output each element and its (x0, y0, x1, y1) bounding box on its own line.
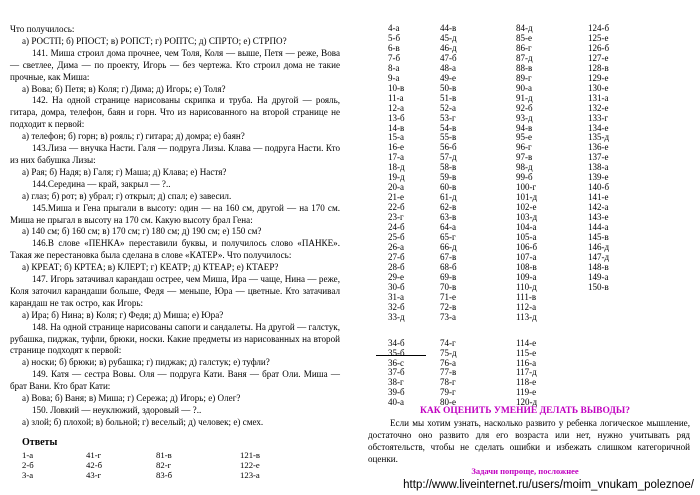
answer-cell: 94-в (516, 122, 533, 133)
answer-cell: 50-в (440, 82, 457, 93)
answer-cell: 73-а (440, 311, 456, 322)
answer-cell: 45-д (440, 32, 457, 43)
answer-cell: 103-д (516, 212, 538, 223)
answer-cell: 53-г (440, 112, 456, 123)
answer-cell: 8-а (388, 62, 400, 73)
answer-cell: 23-г (388, 212, 404, 223)
answer-cell: 12-а (388, 102, 404, 113)
answer-cell: 66-д (440, 241, 457, 252)
answer-cell: 38-г (388, 377, 404, 388)
answer-cell: 98-д (516, 162, 533, 173)
answer-options: а) 140 см; б) 160 см; в) 170 см; г) 180 см; д) 190 см; е) 150 см? (22, 226, 262, 237)
task-paragraph: 145.Миша и Гена прыгали в высоту: один — на 160 см, другой — на 170 см. Миша не прыгал в высоту на 170 см. Какую высоту брал Гена: (10, 202, 340, 225)
answer-cell: 13-б (388, 112, 405, 123)
answer-cell: 87-д (516, 52, 533, 63)
answer-cell: 33-д (388, 311, 405, 322)
section-subtitle: Задачи попроще, посложнее (471, 466, 579, 476)
answer-cell: 101-д (516, 192, 538, 203)
answer-cell: 10-в (388, 82, 405, 93)
answer-cell: 25-б (388, 232, 405, 243)
answer-cell: 85-е (516, 32, 532, 43)
table-row (388, 349, 648, 359)
answer-cell: 108-в (516, 261, 537, 272)
answer-cell: 149-а (588, 271, 609, 282)
answer-cell: 127-е (588, 52, 609, 63)
answer-cell: 93-д (516, 112, 533, 123)
answer-cell: 41-г (86, 450, 102, 460)
answer-cell: 27-б (388, 251, 405, 262)
watermark-url[interactable]: http://www.liveinternet.ru/users/moim_vnukam_poleznoe/ (403, 479, 694, 491)
answer-options: а) глаз; б) рот; в) убрал; г) открыл; д) спал; е) завесил. (22, 190, 232, 201)
answer-cell: 60-в (440, 182, 457, 193)
answer-cell: 124-б (588, 23, 610, 33)
task-paragraph: 150. Ловкий — неуклюжий, здоровый — ?.. (32, 405, 202, 415)
answers-heading: Ответы (22, 437, 58, 448)
answer-cell: 67-в (440, 251, 457, 262)
answer-cell: 74-г (440, 337, 456, 348)
answer-cell: 89-г (516, 72, 532, 83)
answer-cell: 88-в (516, 62, 533, 73)
answer-cell: 5-б (388, 32, 401, 43)
answer-cell: 39-б (388, 387, 405, 398)
answer-cell: 83-б (156, 470, 173, 481)
answer-cell: 150-в (588, 281, 609, 292)
answer-cell: 125-е (588, 32, 609, 43)
answers-table-left (22, 450, 290, 481)
answer-cell: 110-д (516, 281, 537, 292)
answers-table-right (388, 24, 648, 408)
answer-cell: 31-а (388, 291, 404, 302)
answer-options: а) телефон; б) горн; в) рояль; г) гитара; д) домра; е) баян? (22, 131, 245, 142)
answer-cell (588, 359, 648, 369)
task-paragraph: 147. Игорь затачивал карандаш острее, чем Миша, Ира — чаще, Нина — реже, Коля заточил карандаши больше, Федя — меньше, Юра — цветные. Кто затачивал карандаш не так остро, как Игорь: (10, 274, 340, 308)
answer-cell: 86-г (516, 42, 532, 53)
answer-cell: 70-в (440, 281, 457, 292)
answer-cell: 91-д (516, 92, 533, 103)
answer-cell: 68-б (440, 261, 457, 272)
answer-cell: 7-б (388, 52, 401, 63)
table-row (388, 313, 648, 323)
answer-cell: 49-е (440, 72, 456, 83)
answer-cell: 20-а (388, 182, 404, 193)
answer-cell: 30-б (388, 281, 405, 292)
answer-cell: 143-е (588, 212, 609, 223)
answer-cell: 78-г (440, 377, 456, 388)
answer-options: а) РОСТП; б) РПОСТ; в) РОПСТ; г) РОПТС; д) СПРТО; е) СТРПО? (22, 35, 287, 46)
table-row (22, 450, 290, 460)
answer-cell: 77-в (440, 367, 457, 378)
table-row (22, 460, 290, 470)
answer-cell: 119-е (516, 387, 537, 398)
answer-cell (588, 349, 648, 359)
answer-cell: 72-в (440, 301, 457, 312)
answer-cell: 57-д (440, 152, 457, 163)
answer-cell: 123-а (240, 470, 260, 481)
answer-cell: 16-е (388, 142, 404, 153)
answer-options: а) КРЕАТ; б) КРТЕА; в) КЛЕРТ; г) КЕАТР; д) КТЕАР; е) КТАЕР? (22, 262, 279, 273)
answer-cell: 132-е (588, 102, 609, 113)
answer-cell: 118-е (516, 377, 537, 388)
answer-cell: 147-д (588, 251, 610, 262)
answer-cell: 21-е (388, 192, 404, 203)
answer-cell: 131-а (588, 92, 609, 103)
answer-cell (588, 293, 648, 303)
answer-cell: 105-а (516, 232, 537, 243)
answer-cell: 61-д (440, 192, 457, 203)
answer-cell (588, 303, 648, 313)
answer-cell: 35-б (388, 347, 405, 358)
answer-cell: 44-в (440, 23, 457, 33)
answer-cell: 37-б (388, 367, 405, 378)
answer-cell: 63-в (440, 212, 457, 223)
answer-cell: 11-а (388, 92, 404, 103)
answer-cell: 95-е (516, 132, 532, 143)
table-gap (388, 323, 648, 339)
task-paragraph: 149. Катя — сестра Вовы. Оля — подруга Кати. Ваня — брат Оли. Миша — брат Вани. Кто брат Кати: (10, 369, 340, 392)
task-paragraph: 142. На одной странице нарисованы скрипка и труба. На другой — рояль, гитара, домра, телефон, баян и горн. Что из нарисованного на второй странице не подходит к первой: (10, 95, 340, 130)
answer-cell: 65-г (440, 232, 456, 243)
answer-cell: 107-а (516, 251, 537, 262)
answer-cell: 109-а (516, 271, 537, 282)
answer-cell: 26-а (388, 241, 404, 252)
answer-cell: 106-б (516, 241, 538, 252)
answer-cell: 126-б (588, 42, 610, 53)
answer-cell: 120-д (516, 397, 538, 408)
answer-cell: 81-в (156, 450, 172, 460)
answer-cell: 104-а (516, 222, 537, 233)
answer-cell: 47-б (440, 52, 457, 63)
answer-cell: 117-д (516, 367, 537, 378)
answer-cell: 64-а (440, 222, 456, 233)
answer-cell: 18-д (388, 162, 405, 173)
task-paragraph: Что получилось: (10, 24, 75, 34)
answer-cell: 59-в (440, 172, 457, 183)
answer-cell: 80-е (440, 397, 456, 408)
answer-cell: 48-а (440, 62, 456, 73)
answer-cell (588, 368, 648, 378)
answer-cell: 52-а (440, 102, 456, 113)
answer-options: а) носки; б) брюки; в) рубашка; г) пиджак; д) галстук; е) туфли? (22, 357, 270, 368)
answer-cell: 79-г (440, 387, 456, 398)
answer-cell: 22-б (388, 202, 405, 213)
answer-cell: 51-в (440, 92, 457, 103)
answer-cell: 96-г (516, 142, 532, 153)
answer-cell: 84-д (516, 23, 533, 33)
answer-options: а) Вова; б) Ваня; в) Миша; г) Сережа; д) Игорь; е) Олег? (22, 393, 241, 404)
answer-options: а) Рая; б) Надя; в) Галя; г) Маша; д) Клава; е) Настя? (22, 166, 227, 177)
answer-cell: 19-д (388, 172, 405, 183)
answer-cell: 148-в (588, 261, 609, 272)
answer-cell (588, 388, 648, 398)
answer-cell: 76-а (440, 357, 456, 368)
answer-cell: 111-в (516, 291, 537, 302)
answer-cell: 145-в (588, 232, 609, 243)
answer-cell: 32-б (388, 301, 405, 312)
answer-cell: 138-а (588, 162, 609, 173)
answer-cell: 43-г (86, 470, 102, 481)
task-paragraph: 141. Миша строил дома прочнее, чем Толя, Коля — выше, Петя — реже, Вова — светлее, Дима — по проекту, Игорь — без чертежа. Кто строил дома не такие прочные, как Миша: (10, 47, 340, 82)
answer-cell (588, 378, 648, 388)
answer-cell: 62-в (440, 202, 457, 213)
answer-cell: 140-б (588, 182, 610, 193)
answer-cell: 46-д (440, 42, 457, 53)
answer-cell: 40-а (388, 397, 404, 408)
task-text (10, 24, 340, 429)
answer-options: а) злой; б) плохой; в) больной; г) веселый; д) человек; е) смех. (22, 416, 264, 427)
answer-cell: 90-а (516, 82, 532, 93)
answer-cell: 130-е (588, 82, 609, 93)
answer-cell: 92-б (516, 102, 533, 113)
answer-cell: 14-в (388, 122, 405, 133)
task-paragraph: 144.Середина — край, закрыл — ?.. (32, 178, 171, 189)
answer-cell: 1-а (22, 450, 34, 460)
answer-options: а) Вова; б) Петя; в) Коля; г) Дима; д) Игорь; е) Толя? (22, 83, 226, 94)
answer-cell: 102-е (516, 202, 537, 213)
table-row (22, 470, 290, 480)
answer-cell: 135-д (588, 132, 610, 143)
answer-cell: 137-е (588, 152, 609, 163)
answer-cell: 75-д (440, 347, 457, 358)
answer-cell: 99-б (516, 172, 533, 183)
answer-cell: 134-е (588, 122, 609, 133)
answer-cell: 15-а (388, 132, 404, 143)
right-page (350, 0, 700, 495)
answer-options: а) Ира; б) Нина; в) Коля; г) Федя; д) Миша; е) Юра? (22, 309, 224, 320)
answer-cell: 17-а (388, 152, 404, 163)
answer-cell: 133-г (588, 112, 609, 123)
answer-cell: 54-в (440, 122, 457, 133)
answer-cell: 2-б (22, 460, 34, 471)
answer-cell: 116-а (516, 357, 537, 368)
answer-cell: 139-е (588, 172, 609, 183)
answer-cell: 100-г (516, 182, 537, 193)
answer-cell: 112-а (516, 301, 537, 312)
answer-cell: 97-в (516, 152, 533, 163)
answer-cell: 3-а (22, 470, 34, 481)
answer-cell: 56-б (440, 142, 457, 153)
answer-cell: 121-в (240, 450, 261, 460)
answer-cell: 82-г (156, 460, 172, 471)
answer-cell: 146-д (588, 241, 610, 252)
answer-cell: 113-д (516, 311, 537, 322)
section-title: КАК ОЦЕНИТЬ УМЕНИЕ ДЕЛАТЬ ВЫВОДЫ? (419, 406, 631, 416)
answer-cell: 58-в (440, 162, 457, 173)
answer-cell: 42-б (86, 460, 103, 471)
task-paragraph: 146.В слове «ПЕНКА» переставили буквы, и получилось слово «ПАНКЕ». Такая же перестановка была сделана в слове «КАТЕР». Что получилось: (10, 238, 340, 261)
answer-cell: 28-б (388, 261, 405, 272)
answer-cell: 36-с (388, 357, 404, 368)
answer-cell: 24-б (388, 222, 405, 233)
answer-cell: 115-е (516, 347, 537, 358)
answer-cell: 129-е (588, 72, 609, 83)
section-paragraph: Если мы хотим узнать, насколько развито у ребенка логическое мышление, достаточно оно развито для его возраста или нет, нужно учитывать ряд обстоятельств, чтобы не сделать ошибки и избежать слишком категоричной оценки. (368, 418, 690, 464)
answer-cell: 141-е (588, 192, 609, 203)
task-paragraph: 148. На одной странице нарисованы сапоги и сандалеты. На другой — галстук, рубашка, пиджак, туфли, брюки, носки. Какие предметы из нарисованных на второй странице подходят к первой: (10, 321, 340, 356)
separator-line (376, 355, 426, 356)
answer-cell: 71-е (440, 291, 456, 302)
answer-cell: 114-е (516, 337, 537, 348)
answer-cell: 55-в (440, 132, 457, 143)
answer-cell: 9-а (388, 72, 400, 83)
task-paragraph: 143.Лиза — внучка Насти. Галя — подруга Лизы. Клава — подруга Насти. Кто из них бабушка Лизы: (10, 143, 340, 165)
answer-cell: 6-в (388, 42, 400, 53)
answer-cell (588, 339, 648, 349)
answer-cell (588, 313, 648, 323)
answer-cell: 69-в (440, 271, 457, 282)
answer-cell: 142-а (588, 202, 609, 213)
answer-cell: 144-а (588, 222, 609, 233)
answer-cell: 4-а (388, 23, 400, 33)
answer-cell: 29-е (388, 271, 404, 282)
answer-cell: 128-в (588, 62, 609, 73)
answer-cell: 122-е (240, 460, 260, 471)
answer-cell: 34-б (388, 337, 405, 348)
left-page (0, 0, 348, 495)
answer-cell: 136-е (588, 142, 609, 153)
